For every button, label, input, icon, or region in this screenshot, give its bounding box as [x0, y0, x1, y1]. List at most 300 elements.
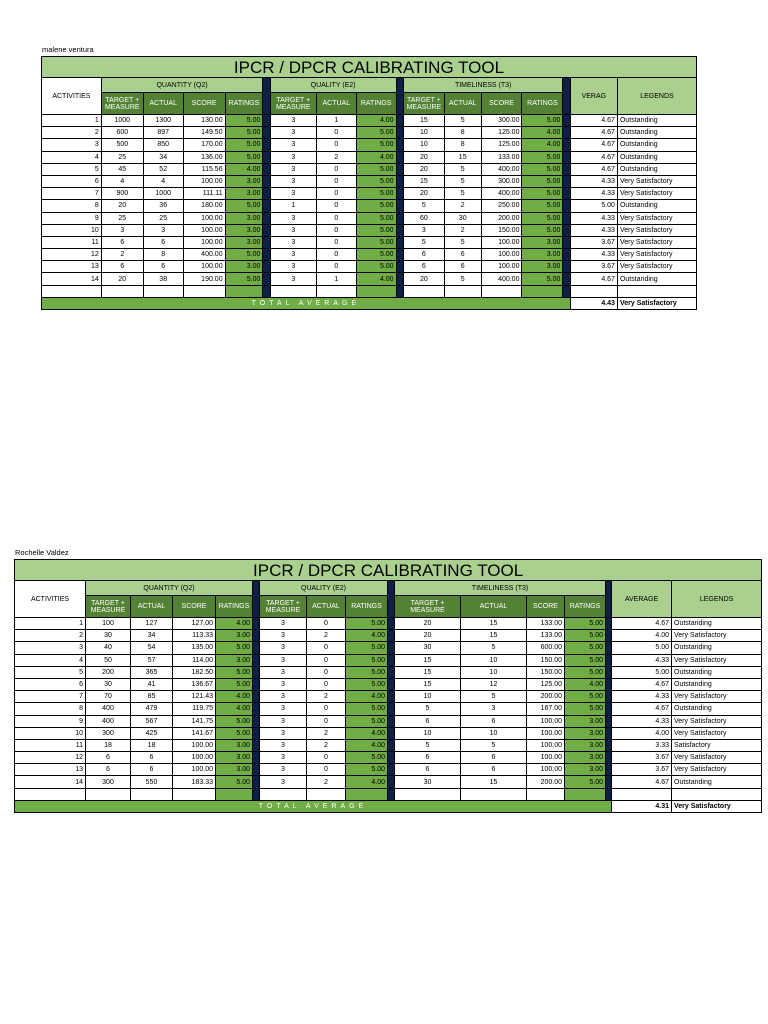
quantity-score: 100.00	[173, 752, 216, 764]
quality-rating: 5.00	[346, 642, 388, 654]
quality-target: 3	[260, 666, 307, 678]
ratings-header: RATINGS	[225, 93, 263, 115]
quality-rating: 5.00	[356, 188, 396, 200]
legend-value: Very Satisfactory	[672, 727, 762, 739]
average-header: AVERAGE	[612, 581, 672, 618]
total-legend: Very Satisfactory	[672, 800, 762, 812]
quantity-actual: 6	[143, 261, 183, 273]
timeliness-target: 20	[403, 151, 444, 163]
quantity-target: 400	[86, 715, 131, 727]
column-separator	[388, 630, 395, 642]
table-row	[42, 236, 697, 248]
quantity-target: 200	[86, 666, 131, 678]
average-value: 4.33	[570, 175, 617, 187]
legend-value: Outstanding	[617, 115, 696, 127]
quantity-target: 300	[86, 776, 131, 788]
quantity-target: 3	[101, 224, 143, 236]
timeliness-score: 400.00	[481, 273, 522, 285]
quantity-actual: 4	[143, 175, 183, 187]
quantity-rating: 3.00	[225, 224, 263, 236]
timeliness-rating: 5.00	[522, 188, 563, 200]
column-separator	[396, 273, 403, 285]
timeliness-rating: 3.00	[565, 752, 606, 764]
column-separator	[263, 78, 270, 115]
timeliness-actual: 2	[444, 200, 481, 212]
timeliness-actual: 5	[444, 115, 481, 127]
activity-number: 3	[15, 642, 86, 654]
legend-value: Very Satisfactory	[617, 188, 696, 200]
average-value: 5.00	[612, 666, 672, 678]
average-value: 4.00	[612, 630, 672, 642]
table-row	[42, 163, 697, 175]
timeliness-target: 6	[395, 764, 461, 776]
timeliness-actual: 10	[461, 654, 527, 666]
legend-value: Very Satisfactory	[672, 630, 762, 642]
quantity-target: 50	[86, 654, 131, 666]
quantity-actual: 8	[143, 249, 183, 261]
quantity-score: 100.00	[183, 236, 225, 248]
timeliness-score: 133.00	[527, 630, 565, 642]
calibrating-table	[14, 559, 762, 813]
column-separator	[388, 752, 395, 764]
legend-value: Very Satisfactory	[617, 249, 696, 261]
average-value: 4.67	[570, 151, 617, 163]
ratings-header: RATINGS	[356, 93, 396, 115]
timeliness-actual: 5	[444, 236, 481, 248]
quantity-rating: 4.00	[216, 703, 253, 715]
quantity-score: 100.00	[183, 261, 225, 273]
quality-rating: 4.00	[356, 151, 396, 163]
quantity-target: 40	[86, 642, 131, 654]
quantity-score: 190.00	[183, 273, 225, 285]
average-value: 4.67	[612, 678, 672, 690]
quantity-rating: 5.00	[216, 678, 253, 690]
quantity-target: 18	[86, 739, 131, 751]
quantity-actual: 850	[143, 139, 183, 151]
empty-cell	[86, 788, 131, 800]
legend-value: Outstanding	[617, 273, 696, 285]
quantity-rating: 3.00	[225, 175, 263, 187]
quality-actual: 0	[307, 618, 346, 630]
legends-header: LEGENDS	[617, 78, 696, 115]
column-separator	[396, 200, 403, 212]
timeliness-score: 100.00	[481, 261, 522, 273]
score-header: SCORE	[527, 596, 565, 618]
quantity-score: 121.43	[173, 691, 216, 703]
quality-target: 3	[260, 678, 307, 690]
quantity-actual: 85	[131, 691, 173, 703]
quality-rating: 4.00	[346, 727, 388, 739]
timeliness-actual: 5	[444, 163, 481, 175]
column-separator	[396, 224, 403, 236]
total-legend: Very Satisfactory	[617, 297, 696, 309]
timeliness-actual: 2	[444, 224, 481, 236]
column-separator	[563, 188, 570, 200]
ratings-header: RATINGS	[216, 596, 253, 618]
timeliness-score: 400.00	[481, 163, 522, 175]
average-value: 4.67	[570, 139, 617, 151]
activity-number: 2	[42, 127, 102, 139]
activity-number: 12	[15, 752, 86, 764]
quality-actual: 2	[307, 727, 346, 739]
column-separator	[563, 127, 570, 139]
average-value: 4.67	[570, 115, 617, 127]
quantity-score: 141.67	[173, 727, 216, 739]
quality-header: QUALITY (E2)	[260, 581, 388, 596]
total-average-value: 4.43	[570, 297, 617, 309]
timeliness-actual: 5	[461, 691, 527, 703]
column-separator	[396, 127, 403, 139]
quantity-target: 6	[86, 764, 131, 776]
quantity-rating: 3.00	[225, 188, 263, 200]
timeliness-score: 200.00	[527, 776, 565, 788]
quantity-rating: 5.00	[216, 666, 253, 678]
table-row	[15, 618, 762, 630]
timeliness-target: 20	[403, 188, 444, 200]
timeliness-score: 300.00	[481, 175, 522, 187]
timeliness-rating: 5.00	[522, 115, 563, 127]
column-separator	[388, 666, 395, 678]
quality-target: 3	[270, 224, 316, 236]
quality-actual: 0	[307, 715, 346, 727]
quality-actual: 0	[316, 139, 356, 151]
target-header: TARGET + MEASURE	[101, 93, 143, 115]
quantity-actual: 41	[131, 678, 173, 690]
target-header: TARGET + MEASURE	[403, 93, 444, 115]
quantity-actual: 365	[131, 666, 173, 678]
quantity-rating: 4.00	[216, 618, 253, 630]
quantity-actual: 3	[143, 224, 183, 236]
quality-rating: 4.00	[356, 115, 396, 127]
quality-rating: 5.00	[346, 654, 388, 666]
table-row	[42, 151, 697, 163]
quantity-score: 149.50	[183, 127, 225, 139]
quantity-target: 600	[101, 127, 143, 139]
average-value: 4.67	[612, 618, 672, 630]
column-separator	[263, 249, 270, 261]
column-separator	[388, 764, 395, 776]
column-separator	[396, 115, 403, 127]
column-separator	[396, 78, 403, 115]
quantity-rating: 5.00	[225, 127, 263, 139]
quality-actual: 2	[307, 739, 346, 751]
activity-number: 7	[42, 188, 102, 200]
quality-target: 3	[260, 727, 307, 739]
quality-target: 3	[260, 618, 307, 630]
empty-cell	[617, 285, 696, 297]
quality-actual: 0	[316, 200, 356, 212]
quality-rating: 4.00	[346, 776, 388, 788]
timeliness-target: 5	[403, 200, 444, 212]
blank-row	[15, 788, 762, 800]
quality-rating: 5.00	[356, 163, 396, 175]
timeliness-score: 200.00	[527, 691, 565, 703]
legend-value: Very Satisfactory	[617, 175, 696, 187]
empty-cell	[356, 285, 396, 297]
column-separator	[263, 236, 270, 248]
column-separator	[388, 654, 395, 666]
quality-target: 3	[260, 752, 307, 764]
empty-cell	[15, 788, 86, 800]
legend-value: Outstanding	[672, 678, 762, 690]
timeliness-score: 125.00	[527, 678, 565, 690]
empty-cell	[403, 285, 444, 297]
quantity-target: 400	[86, 703, 131, 715]
timeliness-rating: 4.00	[522, 139, 563, 151]
column-separator	[388, 691, 395, 703]
quality-target: 3	[260, 630, 307, 642]
column-separator	[388, 739, 395, 751]
empty-cell	[672, 788, 762, 800]
empty-cell	[270, 285, 316, 297]
table-row	[15, 678, 762, 690]
average-value: 4.67	[612, 776, 672, 788]
table-row	[15, 654, 762, 666]
column-separator	[388, 581, 395, 618]
quantity-score: 119.75	[173, 703, 216, 715]
target-header: TARGET + MEASURE	[270, 93, 316, 115]
average-header: VERAG	[570, 78, 617, 115]
quantity-rating: 3.00	[216, 752, 253, 764]
column-separator	[396, 261, 403, 273]
column-separator	[388, 618, 395, 630]
timeliness-rating: 5.00	[565, 691, 606, 703]
legend-value: Outstanding	[617, 200, 696, 212]
column-separator	[253, 727, 260, 739]
timeliness-score: 150.00	[527, 666, 565, 678]
timeliness-rating: 5.00	[522, 212, 563, 224]
timeliness-actual: 5	[461, 642, 527, 654]
average-value: 4.67	[570, 273, 617, 285]
quality-target: 3	[270, 151, 316, 163]
timeliness-actual: 8	[444, 139, 481, 151]
quality-actual: 2	[316, 151, 356, 163]
column-separator	[388, 642, 395, 654]
calibrating-table	[41, 56, 697, 310]
quality-target: 3	[260, 776, 307, 788]
timeliness-score: 100.00	[527, 739, 565, 751]
quality-rating: 5.00	[346, 752, 388, 764]
timeliness-rating: 3.00	[565, 764, 606, 776]
legend-value: Outstanding	[617, 151, 696, 163]
table-row	[15, 642, 762, 654]
quantity-score: 100.00	[173, 764, 216, 776]
quality-actual: 0	[316, 175, 356, 187]
quantity-actual: 1000	[143, 188, 183, 200]
timeliness-actual: 10	[461, 727, 527, 739]
quantity-actual: 567	[131, 715, 173, 727]
quality-actual: 0	[316, 249, 356, 261]
timeliness-target: 15	[395, 654, 461, 666]
quantity-rating: 5.00	[216, 776, 253, 788]
activities-header: ACTIVITIES	[15, 581, 86, 618]
activity-number: 10	[15, 727, 86, 739]
quality-rating: 5.00	[356, 139, 396, 151]
activity-number: 7	[15, 691, 86, 703]
quantity-actual: 6	[131, 764, 173, 776]
quantity-score: 100.00	[183, 212, 225, 224]
timeliness-rating: 3.00	[565, 739, 606, 751]
quality-rating: 4.00	[356, 273, 396, 285]
column-separator	[388, 727, 395, 739]
quantity-actual: 34	[131, 630, 173, 642]
empty-cell	[42, 285, 102, 297]
quality-rating: 5.00	[346, 764, 388, 776]
timeliness-target: 15	[403, 175, 444, 187]
quantity-target: 900	[101, 188, 143, 200]
timeliness-target: 20	[395, 630, 461, 642]
quality-target: 3	[260, 715, 307, 727]
timeliness-target: 5	[395, 703, 461, 715]
timeliness-rating: 3.00	[522, 249, 563, 261]
timeliness-actual: 6	[461, 752, 527, 764]
column-separator	[396, 236, 403, 248]
column-separator	[563, 200, 570, 212]
activity-number: 10	[42, 224, 102, 236]
timeliness-actual: 5	[461, 739, 527, 751]
timeliness-target: 30	[395, 776, 461, 788]
table-row	[42, 224, 697, 236]
column-separator	[263, 200, 270, 212]
timeliness-actual: 6	[461, 715, 527, 727]
quantity-rating: 3.00	[216, 654, 253, 666]
empty-cell	[481, 285, 522, 297]
timeliness-actual: 6	[444, 261, 481, 273]
column-separator	[253, 715, 260, 727]
table-row	[15, 752, 762, 764]
timeliness-rating: 5.00	[565, 642, 606, 654]
empty-cell	[388, 788, 395, 800]
timeliness-target: 20	[403, 273, 444, 285]
activity-number: 14	[15, 776, 86, 788]
activity-number: 4	[42, 151, 102, 163]
quantity-score: 183.33	[173, 776, 216, 788]
legend-value: Outstanding	[672, 703, 762, 715]
timeliness-score: 133.00	[527, 618, 565, 630]
quantity-rating: 5.00	[225, 200, 263, 212]
quantity-score: 113.33	[173, 630, 216, 642]
activity-number: 1	[15, 618, 86, 630]
quality-target: 3	[270, 249, 316, 261]
quantity-rating: 5.00	[225, 151, 263, 163]
quality-target: 3	[270, 188, 316, 200]
legends-header: LEGENDS	[672, 581, 762, 618]
timeliness-score: 400.00	[481, 188, 522, 200]
table-row	[42, 188, 697, 200]
quality-actual: 0	[307, 642, 346, 654]
table-row	[15, 703, 762, 715]
timeliness-rating: 3.00	[522, 236, 563, 248]
timeliness-actual: 6	[461, 764, 527, 776]
quality-actual: 0	[307, 752, 346, 764]
table-row	[42, 127, 697, 139]
quantity-header: QUANTITY (Q2)	[101, 78, 263, 93]
ratings-header: RATINGS	[346, 596, 388, 618]
legend-value: Very Satisfactory	[672, 691, 762, 703]
timeliness-rating: 3.00	[565, 715, 606, 727]
quality-rating: 5.00	[356, 127, 396, 139]
quality-actual: 0	[316, 224, 356, 236]
quantity-target: 70	[86, 691, 131, 703]
quality-actual: 0	[307, 666, 346, 678]
sheet-owner-name: Rochelle Valdez	[15, 548, 69, 557]
empty-cell	[307, 788, 346, 800]
quantity-target: 1000	[101, 115, 143, 127]
quantity-score: 100.00	[183, 224, 225, 236]
column-separator	[388, 678, 395, 690]
quality-rating: 5.00	[356, 200, 396, 212]
column-separator	[253, 764, 260, 776]
average-value: 4.33	[612, 715, 672, 727]
quantity-rating: 5.00	[216, 727, 253, 739]
quantity-actual: 127	[131, 618, 173, 630]
average-value: 5.00	[570, 200, 617, 212]
column-separator	[263, 224, 270, 236]
quality-target: 3	[270, 175, 316, 187]
timeliness-score: 167.00	[527, 703, 565, 715]
column-separator	[253, 618, 260, 630]
timeliness-target: 10	[403, 139, 444, 151]
column-separator	[263, 261, 270, 273]
column-separator	[563, 151, 570, 163]
table-row	[15, 666, 762, 678]
quality-target: 3	[260, 654, 307, 666]
total-average-value: 4.31	[612, 800, 672, 812]
legend-value: Very Satisfactory	[672, 752, 762, 764]
empty-cell	[131, 788, 173, 800]
quantity-score: 114.00	[173, 654, 216, 666]
quality-target: 3	[270, 261, 316, 273]
table-row	[42, 139, 697, 151]
column-separator	[253, 654, 260, 666]
column-separator	[253, 739, 260, 751]
quantity-target: 2	[101, 249, 143, 261]
quality-target: 3	[260, 703, 307, 715]
actual-header: ACTUAL	[143, 93, 183, 115]
quantity-rating: 5.00	[225, 115, 263, 127]
quality-actual: 0	[316, 261, 356, 273]
legend-value: Very Satisfactory	[617, 236, 696, 248]
empty-cell	[395, 788, 461, 800]
timeliness-rating: 5.00	[565, 703, 606, 715]
page-title: IPCR / DPCR CALIBRATING TOOL	[15, 560, 762, 581]
quality-rating: 5.00	[346, 703, 388, 715]
page-title: IPCR / DPCR CALIBRATING TOOL	[42, 57, 697, 78]
quantity-target: 6	[101, 261, 143, 273]
column-separator	[396, 151, 403, 163]
timeliness-actual: 8	[444, 127, 481, 139]
column-separator	[563, 273, 570, 285]
empty-cell	[444, 285, 481, 297]
quality-target: 3	[270, 139, 316, 151]
timeliness-header: TIMELINESS (T3)	[395, 581, 606, 596]
quantity-rating: 5.00	[225, 273, 263, 285]
timeliness-score: 600.00	[527, 642, 565, 654]
quality-rating: 4.00	[346, 630, 388, 642]
column-separator	[396, 212, 403, 224]
total-average-label: TOTAL AVERAGE	[42, 297, 571, 309]
ratings-header: RATINGS	[522, 93, 563, 115]
quality-rating: 5.00	[356, 249, 396, 261]
total-average-label: TOTAL AVERAGE	[15, 800, 612, 812]
activity-number: 6	[15, 678, 86, 690]
timeliness-rating: 5.00	[522, 163, 563, 175]
column-separator	[388, 715, 395, 727]
quantity-actual: 1300	[143, 115, 183, 127]
timeliness-score: 150.00	[527, 654, 565, 666]
average-value: 4.33	[570, 224, 617, 236]
legend-value: Very Satisfactory	[672, 654, 762, 666]
